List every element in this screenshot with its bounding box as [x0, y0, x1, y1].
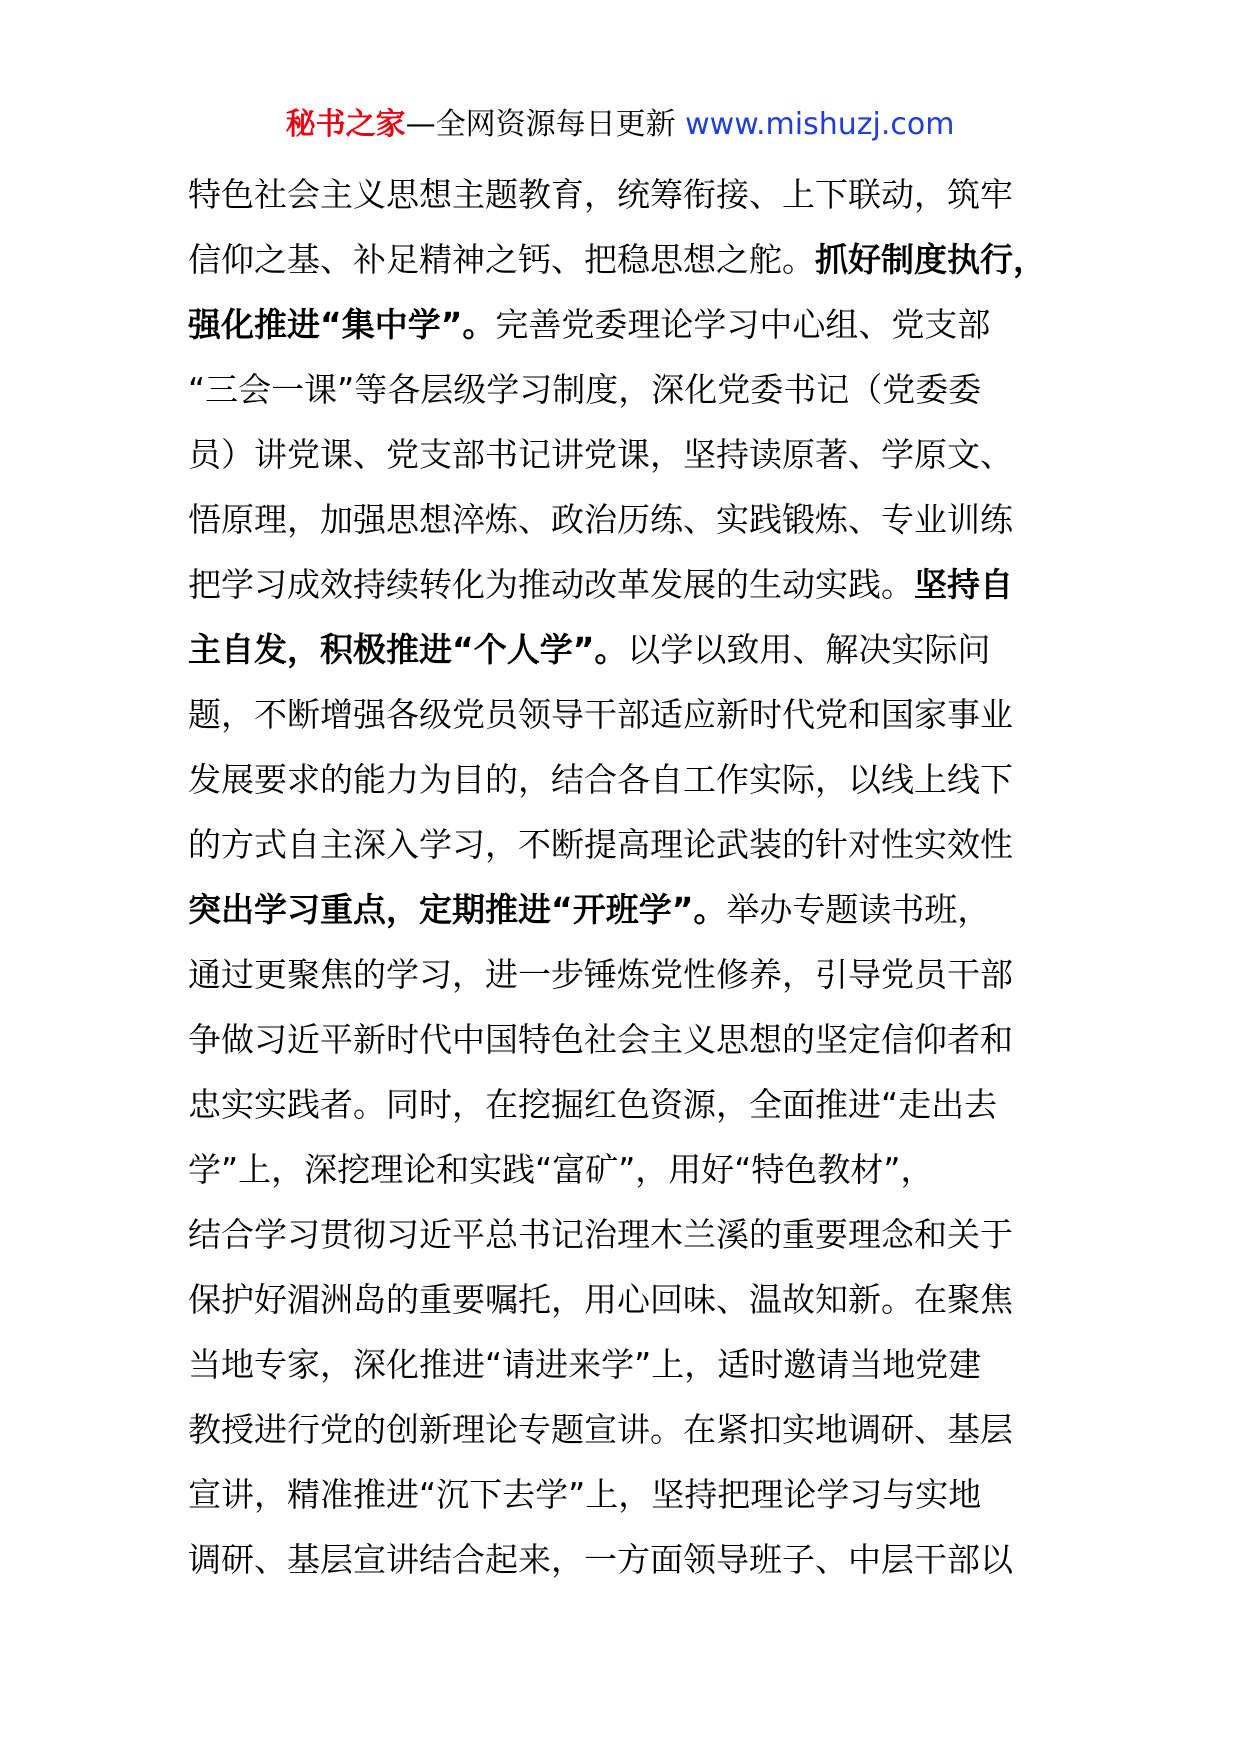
text-line [188, 1397, 1060, 1462]
text-line [188, 1137, 1060, 1202]
text-line [188, 162, 1060, 227]
text-line [188, 1072, 1060, 1137]
text-line [188, 292, 1060, 357]
text-line [188, 877, 1060, 942]
text-segment: 举办专题读书班， [726, 890, 991, 929]
site-brand: 秘书之家 [285, 107, 406, 142]
text-segment: 以学以致用、解决实际问 [627, 630, 991, 669]
text-segment: “三会一课”等各层级学习制度，深化党委书记（党委委 [188, 370, 982, 409]
text-line [188, 747, 1060, 812]
watermark-header [0, 100, 1240, 150]
text-line [188, 617, 1060, 682]
text-segment: 特色社会主义思想主题教育，统筹衔接、上下联动，筑牢 [188, 175, 1013, 214]
text-line [188, 1527, 1060, 1592]
text-line [188, 682, 1060, 747]
text-line [188, 422, 1060, 487]
text-line [188, 1267, 1060, 1332]
text-segment: 争做习近平新时代中国特色社会主义思想的坚定信仰者和 [188, 1020, 1013, 1059]
text-segment: 结合学习贯彻习近平总书记治理木兰溪的重要理念和关于 [188, 1215, 1013, 1254]
bold-heading-segment: 突出学习重点，定期推进“开班学”。 [188, 890, 727, 929]
bold-heading-segment: 抓好制度执行， [815, 240, 1046, 279]
text-line [188, 1332, 1060, 1397]
text-segment: 题，不断增强各级党员领导干部适应新时代党和国家事业 [188, 695, 1013, 734]
text-segment: 教授进行党的创新理论专题宣讲。在紧扣实地调研、基层 [188, 1410, 1013, 1449]
text-segment: 信仰之基、补足精神之钙、把稳思想之舵。 [188, 240, 815, 279]
site-tagline: —全网资源每日更新 [405, 107, 676, 142]
text-line [188, 1202, 1060, 1267]
text-segment: 调研、基层宣讲结合起来，一方面领导班子、中层干部以 [188, 1540, 1013, 1579]
text-segment: 的方式自主深入学习，不断提高理论武装的针对性实效性 [188, 825, 1013, 864]
document-body [188, 162, 1060, 1592]
text-line [188, 1462, 1060, 1527]
text-segment: 忠实实践者。同时，在挖掘红色资源，全面推进“走出去 [188, 1085, 998, 1124]
bold-heading-segment: 强化推进“集中学”。 [188, 305, 496, 344]
text-line [188, 552, 1060, 617]
text-segment: 宣讲，精准推进“沉下去学”上，坚持把理论学习与实地 [188, 1475, 982, 1514]
text-segment: 发展要求的能力为目的，结合各自工作实际，以线上线下 [188, 760, 1013, 799]
text-segment: 悟原理，加强思想淬炼、政治历练、实践锻炼、专业训练 [188, 500, 1013, 539]
text-segment: 保护好湄洲岛的重要嘱托，用心回味、温故知新。在聚焦 [188, 1280, 1013, 1319]
text-segment: 通过更聚焦的学习，进一步锤炼党性修养，引导党员干部 [188, 955, 1013, 994]
text-segment: 把学习成效持续转化为推动改革发展的生动实践。 [188, 565, 914, 604]
site-url[interactable]: www.mishuzj.com [685, 107, 955, 142]
text-line [188, 942, 1060, 1007]
text-line [188, 487, 1060, 552]
text-line [188, 227, 1060, 292]
text-segment: 完善党委理论学习中心组、党支部 [495, 305, 991, 344]
text-segment: 学”上，深挖理论和实践“富矿”，用好“特色教材”， [188, 1150, 934, 1189]
text-line [188, 1007, 1060, 1072]
bold-heading-segment: 主自发，积极推进“个人学”。 [188, 630, 628, 669]
text-line [188, 812, 1060, 877]
text-segment: 当地专家，深化推进“请进来学”上，适时邀请当地党建 [188, 1345, 982, 1384]
bold-heading-segment: 坚持自 [914, 565, 1013, 604]
text-line [188, 357, 1060, 422]
text-segment: 员）讲党课、党支部书记讲党课，坚持读原著、学原文、 [188, 435, 1013, 474]
